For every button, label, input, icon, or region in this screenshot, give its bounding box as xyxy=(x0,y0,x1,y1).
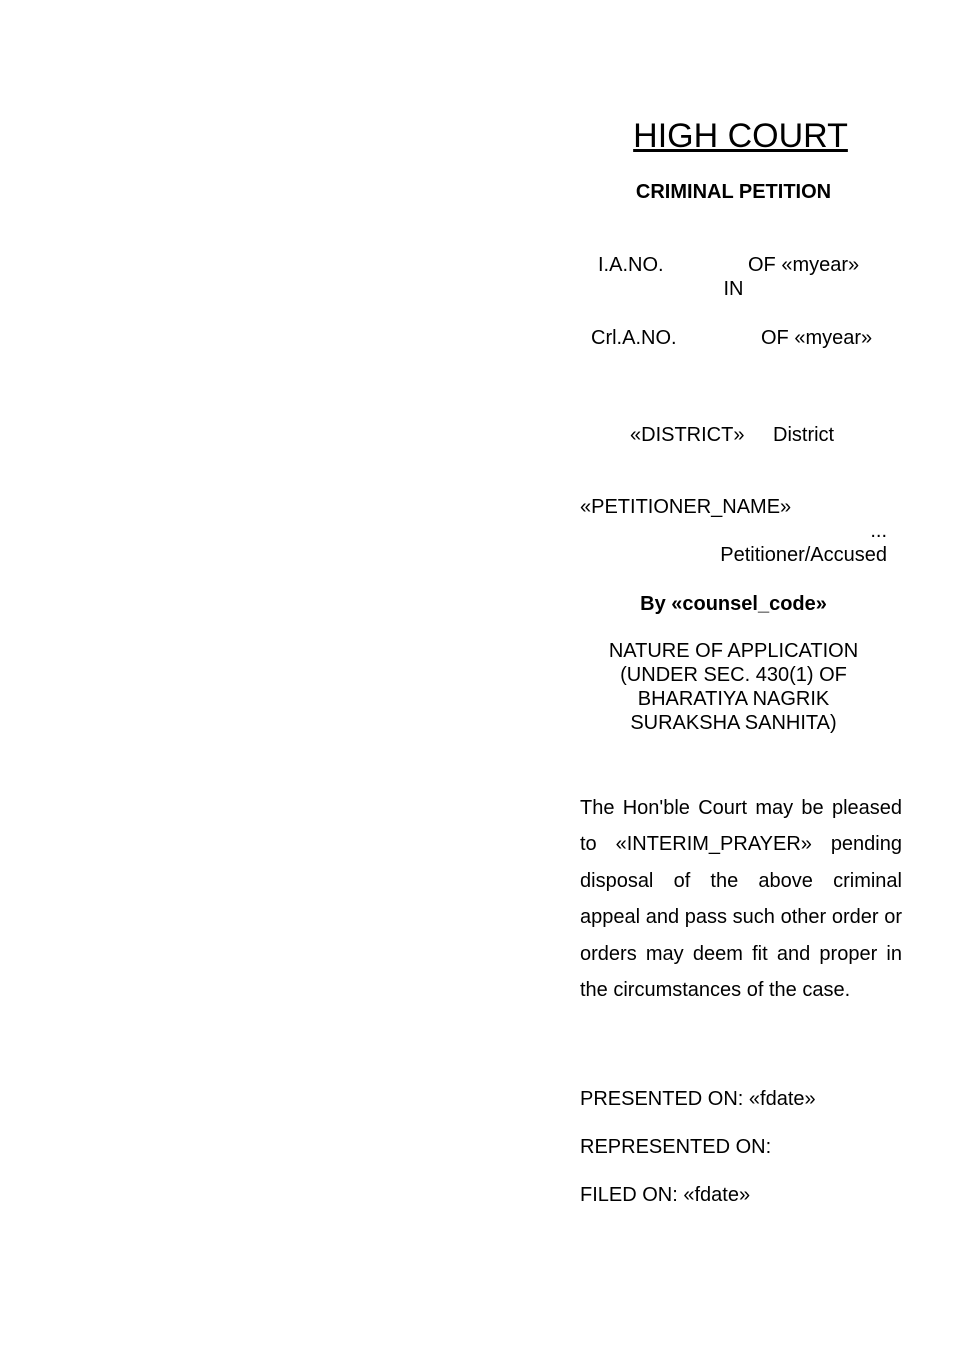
district-name-field: «DISTRICT» xyxy=(630,424,745,446)
in-connector: IN xyxy=(723,278,744,300)
represented-on-line: REPRESENTED ON: xyxy=(580,1136,772,1158)
ia-number-label: I.A.NO. xyxy=(598,254,664,276)
petitioner-name-field: «PETITIONER_NAME» xyxy=(580,496,792,518)
nature-of-application: NATURE OF APPLICATION (UNDER SEC. 430(1) OF BHARATIYA NAGRIK SURAKSHA SANHITA) xyxy=(608,640,859,734)
counsel-line: By «counsel_code» xyxy=(640,593,827,615)
petition-type-heading: CRIMINAL PETITION xyxy=(635,181,832,203)
prayer-paragraph: The Hon'ble Court may be pleased to «INTERIM_PRAYER» pending disposal of the above criminal appeal and pass such other order or orders may deem fit and proper in the circumstances of the case. xyxy=(580,797,902,1002)
crl-appeal-number-label: Crl.A.NO. xyxy=(591,327,677,349)
ia-year-field: OF «myear» xyxy=(748,254,860,276)
court-title: HIGH COURT xyxy=(633,117,848,155)
district-label: District xyxy=(773,424,835,446)
crl-appeal-year-field: OF «myear» xyxy=(761,327,873,349)
petitioner-role: Petitioner/Accused xyxy=(720,544,887,566)
petitioner-ellipsis: ... xyxy=(870,520,887,542)
filed-on-line: FILED ON: «fdate» xyxy=(580,1184,751,1206)
presented-on-line: PRESENTED ON: «fdate» xyxy=(580,1088,816,1110)
